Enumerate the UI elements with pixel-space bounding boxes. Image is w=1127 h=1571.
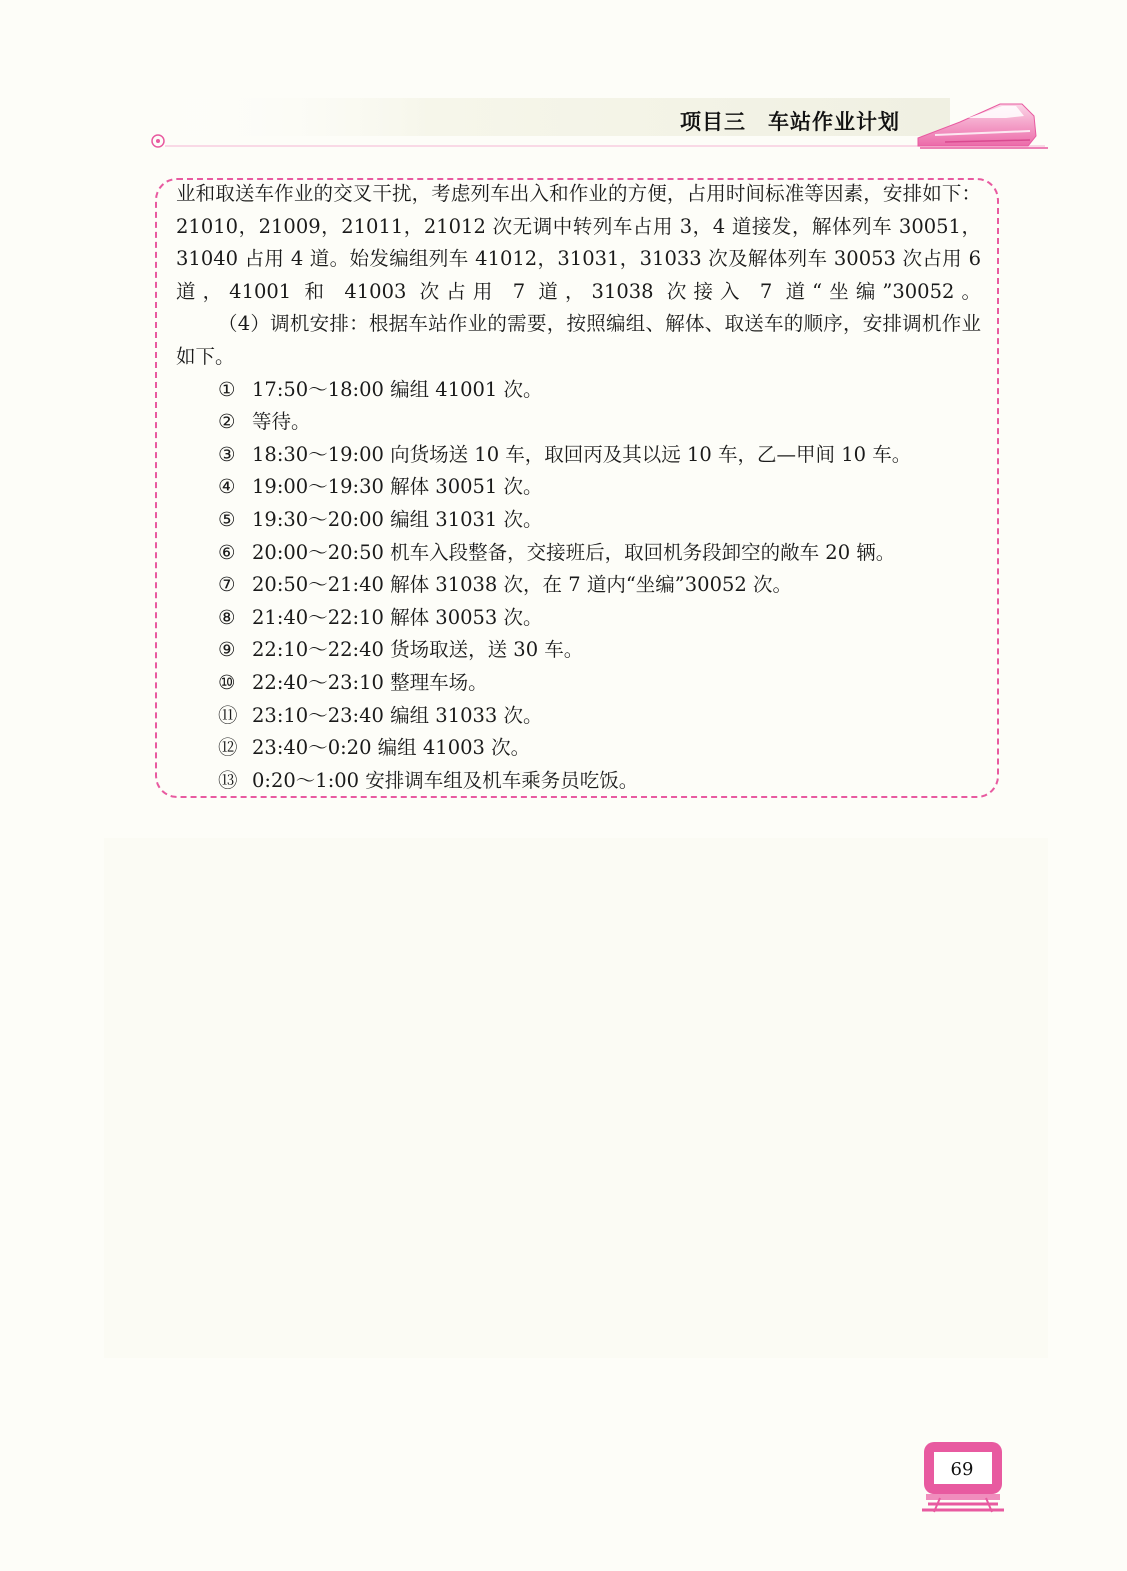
header-title: 车站作业计划	[768, 110, 900, 134]
list-item	[176, 700, 981, 733]
item-number: ⑫	[218, 736, 238, 760]
list-item	[176, 374, 981, 407]
item-text: 23:10～23:40 编组 31033 次。	[252, 703, 543, 727]
item-number: ②	[218, 410, 236, 434]
item-number: ⑦	[218, 573, 236, 597]
item-text: 23:40～0:20 编组 41003 次。	[252, 736, 531, 760]
item-text: 0:20～1:00 安排调车组及机车乘务员吃饭。	[252, 768, 639, 792]
header-project: 项目三	[680, 110, 746, 134]
page-number: 69	[950, 1459, 974, 1480]
item-text: 20:50～21:40 解体 31038 次，在 7 道内“坐编”30052 次。	[252, 573, 792, 597]
paragraph-2: （4）调机安排：根据车站作业的需要，按照编组、解体、取送车的顺序，安排调机作业如下。	[176, 312, 981, 368]
item-text: 21:40～22:10 解体 30053 次。	[252, 605, 543, 629]
header-band	[0, 0, 1127, 175]
body-text	[176, 178, 981, 797]
list-item	[176, 602, 981, 635]
paragraph-1: 业和取送车作业的交叉干扰，考虑列车出入和作业的方便，占用时间标准等因素，安排如下：21010，21009，21011，21012 次无调中转列车占用 3，4 道接发，解体列车 30051，31040 占用 4 道。始发编组列车 41012，31031，31033 次及解体列车 30053 次占用 6 道，41001 和 41003 次占用 7 道，31038 次接入 7 道“坐编”30052。	[176, 182, 981, 303]
list-item	[176, 504, 981, 537]
list-item	[176, 406, 981, 439]
item-text: 18:30～19:00 向货场送 10 车，取回丙及其以远 10 车，乙—甲间 10 车。	[252, 442, 912, 466]
item-text: 22:10～22:40 货场取送，送 30 车。	[252, 638, 584, 662]
item-text: 19:00～19:30 解体 30051 次。	[252, 475, 543, 499]
item-number: ④	[218, 475, 236, 499]
schedule-list	[176, 374, 981, 798]
list-item	[176, 765, 981, 798]
item-number: ⑬	[218, 768, 238, 792]
item-number: ⑩	[218, 670, 236, 694]
list-item	[176, 537, 981, 570]
item-number: ⑥	[218, 540, 236, 564]
item-text: 等待。	[252, 410, 311, 434]
item-number: ⑧	[218, 605, 236, 629]
list-item	[176, 634, 981, 667]
item-number: ③	[218, 442, 236, 466]
item-number: ①	[218, 377, 236, 401]
list-item	[176, 439, 981, 472]
item-number: ⑨	[218, 638, 236, 662]
list-item	[176, 667, 981, 700]
blank-panel	[104, 838, 1048, 1358]
item-number: ⑤	[218, 507, 236, 531]
item-text: 19:30～20:00 编组 31031 次。	[252, 507, 543, 531]
item-text: 17:50～18:00 编组 41001 次。	[252, 377, 543, 401]
list-item	[176, 569, 981, 602]
item-number: ⑪	[218, 703, 238, 727]
item-text: 22:40～23:10 整理车场。	[252, 670, 488, 694]
running-header	[680, 106, 900, 136]
list-item	[176, 732, 981, 765]
list-item	[176, 471, 981, 504]
item-text: 20:00～20:50 机车入段整备，交接班后，取回机务段卸空的敞车 20 辆。	[252, 540, 896, 564]
